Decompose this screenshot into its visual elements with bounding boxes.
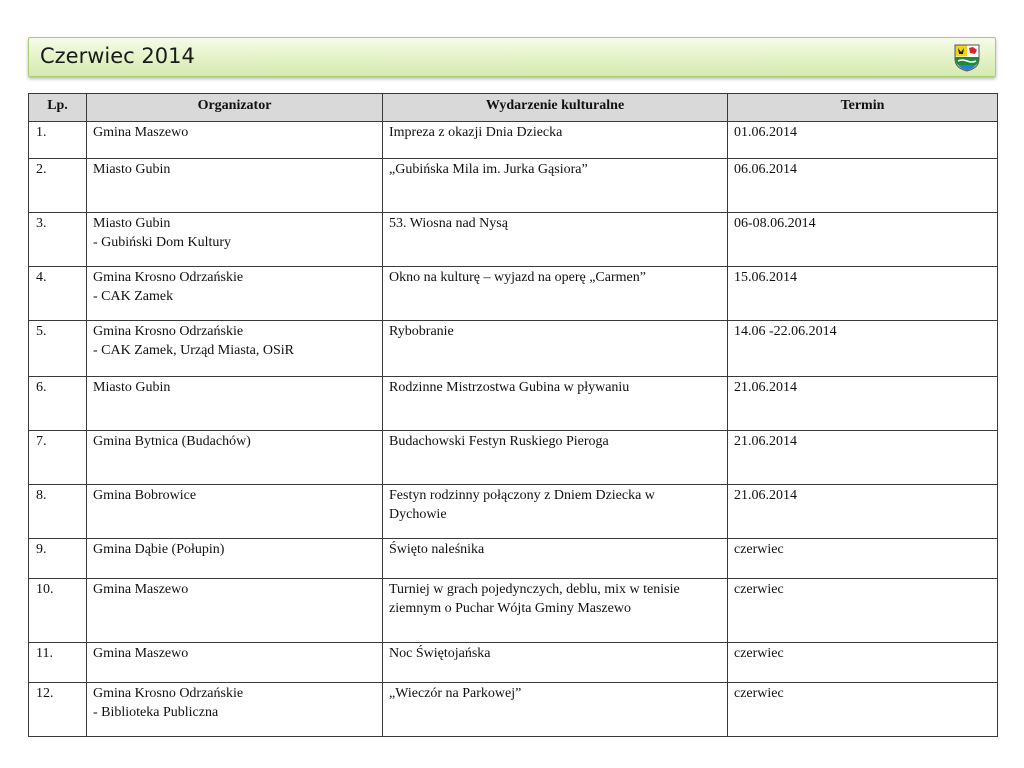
cell-date: 14.06 -22.06.2014: [728, 321, 998, 377]
organizer-line: Gmina Bobrowice: [93, 488, 197, 503]
event-line: „Wieczór na Parkowej”: [389, 686, 522, 701]
event-line: Turniej w grach pojedynczych, deblu, mix w tenisie: [389, 582, 680, 597]
cell-date: czerwiec: [728, 683, 998, 737]
cell-event: [383, 267, 728, 321]
cell-organizer: [87, 431, 383, 485]
organizer-line: Gmina Maszewo: [93, 582, 189, 597]
cell-organizer: [87, 485, 383, 539]
cell-event: [383, 643, 728, 683]
organizer-line: - CAK Zamek, Urząd Miasta, OSiR: [93, 343, 295, 358]
event-line: Okno na kulturę – wyjazd na operę „Carmen”: [389, 270, 646, 285]
table-header-row: [29, 94, 998, 122]
cell-lp: 4.: [29, 267, 87, 321]
event-line: ziemnym o Puchar Wójta Gminy Maszewo: [389, 601, 631, 616]
cell-organizer: [87, 643, 383, 683]
event-line: Rodzinne Mistrzostwa Gubina w pływaniu: [389, 380, 630, 395]
cell-date: 06-08.06.2014: [728, 213, 998, 267]
table-row: [29, 159, 998, 213]
organizer-line: Gmina Krosno Odrzańskie: [93, 324, 244, 339]
cell-organizer: [87, 539, 383, 579]
organizer-line: - Biblioteka Publiczna: [93, 705, 219, 720]
cell-organizer: [87, 683, 383, 737]
cell-date: 21.06.2014: [728, 377, 998, 431]
cell-lp: 9.: [29, 539, 87, 579]
cell-lp: 3.: [29, 213, 87, 267]
table-row: [29, 377, 998, 431]
organizer-line: - Gubiński Dom Kultury: [93, 235, 232, 250]
cell-organizer: [87, 377, 383, 431]
organizer-line: Miasto Gubin: [93, 380, 171, 395]
cell-event: [383, 431, 728, 485]
table-row: [29, 683, 998, 737]
organizer-line: Gmina Krosno Odrzańskie: [93, 270, 244, 285]
organizer-line: Gmina Maszewo: [93, 646, 189, 661]
event-line: 53. Wiosna nad Nysą: [389, 216, 508, 231]
table-row: [29, 213, 998, 267]
cell-lp: 5.: [29, 321, 87, 377]
cell-lp: 6.: [29, 377, 87, 431]
table-row: [29, 485, 998, 539]
event-line: Dychowie: [389, 507, 447, 522]
header-organizer: Organizator: [87, 94, 383, 122]
cell-lp: 10.: [29, 579, 87, 643]
cell-date: czerwiec: [728, 539, 998, 579]
organizer-line: Miasto Gubin: [93, 216, 171, 231]
event-line: Święto naleśnika: [389, 542, 485, 557]
table-row: [29, 267, 998, 321]
event-line: Festyn rodzinny połączony z Dniem Dziecka w: [389, 488, 655, 503]
cell-date: 21.06.2014: [728, 485, 998, 539]
cell-organizer: [87, 321, 383, 377]
cell-event: [383, 159, 728, 213]
event-line: „Gubińska Mila im. Jurka Gąsiora”: [389, 162, 588, 177]
event-line: Budachowski Festyn Ruskiego Pieroga: [389, 434, 609, 449]
cell-organizer: [87, 267, 383, 321]
events-table-container: [28, 93, 997, 737]
coat-of-arms-icon: [954, 44, 980, 72]
cell-date: 21.06.2014: [728, 431, 998, 485]
cell-event: [383, 683, 728, 737]
cell-event: [383, 321, 728, 377]
table-row: [29, 539, 998, 579]
cell-date: czerwiec: [728, 579, 998, 643]
table-row: [29, 431, 998, 485]
cell-lp: 12.: [29, 683, 87, 737]
table-row: [29, 321, 998, 377]
header-event: Wydarzenie kulturalne: [383, 94, 728, 122]
cell-event: [383, 485, 728, 539]
event-line: Noc Świętojańska: [389, 646, 491, 661]
organizer-line: Gmina Maszewo: [93, 125, 189, 140]
event-line: Rybobranie: [389, 324, 454, 339]
table-row: [29, 579, 998, 643]
cell-event: [383, 122, 728, 159]
title-bar: [28, 37, 996, 77]
cell-lp: 1.: [29, 122, 87, 159]
cell-lp: 11.: [29, 643, 87, 683]
header-date: Termin: [728, 94, 998, 122]
cell-organizer: [87, 213, 383, 267]
organizer-line: - CAK Zamek: [93, 289, 174, 304]
cell-event: [383, 213, 728, 267]
header-lp: Lp.: [29, 94, 87, 122]
cell-organizer: [87, 159, 383, 213]
cell-date: czerwiec: [728, 643, 998, 683]
cell-event: [383, 377, 728, 431]
cell-event: [383, 579, 728, 643]
cell-event: [383, 539, 728, 579]
events-table: [28, 93, 998, 737]
cell-organizer: [87, 579, 383, 643]
cell-date: 01.06.2014: [728, 122, 998, 159]
cell-lp: 8.: [29, 485, 87, 539]
page-title: Czerwiec 2014: [40, 44, 195, 68]
organizer-line: Gmina Krosno Odrzańskie: [93, 686, 244, 701]
cell-date: 06.06.2014: [728, 159, 998, 213]
table-row: [29, 122, 998, 159]
organizer-line: Miasto Gubin: [93, 162, 171, 177]
cell-lp: 7.: [29, 431, 87, 485]
cell-date: 15.06.2014: [728, 267, 998, 321]
cell-organizer: [87, 122, 383, 159]
organizer-line: Gmina Bytnica (Budachów): [93, 434, 251, 449]
event-line: Impreza z okazji Dnia Dziecka: [389, 125, 563, 140]
cell-lp: 2.: [29, 159, 87, 213]
organizer-line: Gmina Dąbie (Połupin): [93, 542, 225, 557]
table-row: [29, 643, 998, 683]
